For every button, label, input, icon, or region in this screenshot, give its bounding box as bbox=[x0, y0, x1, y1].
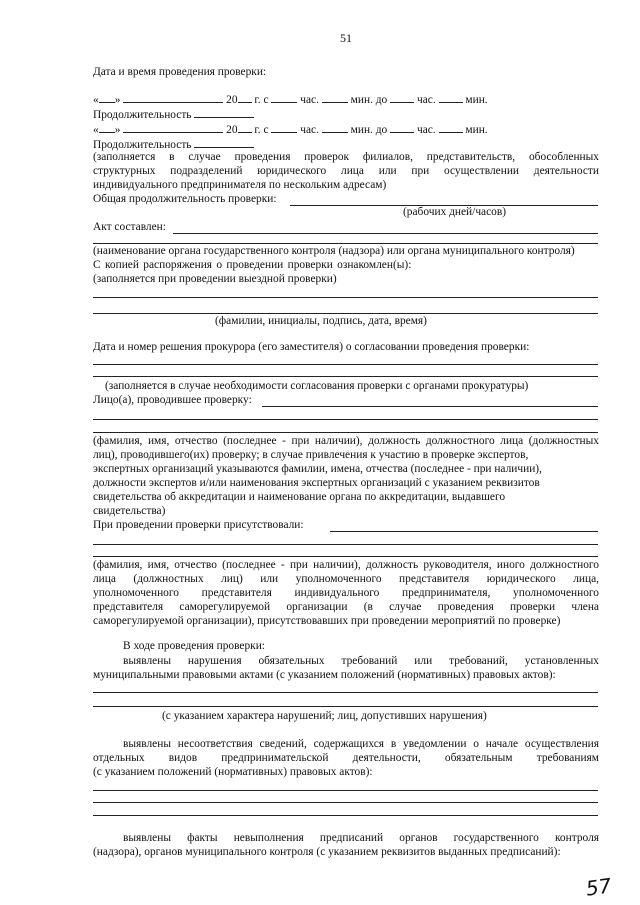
onsite-hint: (заполняется при проведении выездной проверки) bbox=[93, 273, 337, 285]
inspector-field-3[interactable] bbox=[93, 432, 598, 433]
year-blank[interactable] bbox=[238, 92, 252, 103]
inspector-label: Лицо(а), проводившее проверку: bbox=[93, 394, 252, 406]
act-compiled-field[interactable] bbox=[173, 233, 598, 234]
nonfulfillment-line-1: выявлены факты невыполнения предписаний органов государственного контроля bbox=[123, 832, 599, 844]
duration-blank-1[interactable] bbox=[194, 107, 254, 118]
violations-line-1: выявлены нарушения обязательных требований или требований, установленных bbox=[123, 655, 599, 667]
violations-field-2[interactable] bbox=[93, 706, 598, 707]
violations-hint: (с указанием характера нарушений; лиц, допустивших нарушения) bbox=[162, 710, 487, 722]
order-copy-label: С копией распоряжения о проведении проверки ознакомлен(ы): bbox=[93, 259, 412, 271]
minute-from-blank-2[interactable] bbox=[322, 122, 348, 133]
duration-label-2: Продолжительность bbox=[93, 137, 254, 152]
handwritten-page-number: 57 bbox=[584, 873, 613, 901]
nonfulfillment-line-2: (надзора), органов муниципального контроля (с указанием реквизитов выданных предписаний): bbox=[93, 846, 561, 858]
inspector-hint-line-4: должности экспертов и/или наименования экспертных организаций с указанием реквизитов bbox=[93, 477, 540, 489]
inspector-hint-line-3: экспертных организаций указываются фамилии, имена, отчества (последнее - при наличии), bbox=[93, 463, 542, 475]
mismatch-line-1: выявлены несоответствия сведений, содержащихся в уведомлении о начале осуществления bbox=[123, 738, 599, 750]
work-days-hint: (рабочих дней/часов) bbox=[403, 206, 507, 218]
present-field-2[interactable] bbox=[93, 544, 598, 545]
hour-from-blank-2[interactable] bbox=[271, 122, 297, 133]
branches-note-line-3: индивидуального предпринимателя по нескольким адресам) bbox=[93, 179, 387, 191]
inspector-hint-line-5: свидетельства об аккредитации и наименование органа по аккредитации, выдавшего bbox=[93, 491, 506, 503]
order-copy-field-1[interactable] bbox=[93, 297, 598, 298]
act-compiled-field-2[interactable] bbox=[93, 243, 598, 244]
prosecutor-hint: (заполняется в случае необходимости согласования проверки с органами прокуратуры) bbox=[105, 380, 529, 392]
signature-hint: (фамилии, инициалы, подпись, дата, время) bbox=[215, 315, 427, 327]
prosecutor-field-1[interactable] bbox=[93, 364, 598, 365]
mismatch-field-3[interactable] bbox=[93, 815, 598, 816]
branches-note-line-1: (заполняется в случае проведения проверок филиалов, представительств, обособленных bbox=[93, 151, 599, 163]
minute-from-blank[interactable] bbox=[322, 92, 348, 103]
present-hint-line-3: уполномоченного представителя индивидуального предпринимателя, уполномоченного bbox=[93, 587, 599, 599]
inspector-hint-line-2: лиц), проводившего(их) проверку; в случае привлечения к участию в проверке экспертов, bbox=[93, 449, 529, 461]
date-row-1: « » 20 г. с час. мин. до час. мин. bbox=[93, 94, 488, 106]
month-blank-2[interactable] bbox=[123, 122, 223, 133]
inspector-hint-line-6: свидетельства) bbox=[93, 505, 166, 517]
present-label: При проведении проверки присутствовали: bbox=[93, 519, 304, 531]
present-hint-line-4: представителя саморегулируемой организации (в случае проведения проверки члена bbox=[93, 601, 599, 613]
minute-to-blank[interactable] bbox=[439, 92, 463, 103]
hour-to-blank[interactable] bbox=[390, 92, 414, 103]
mismatch-line-3: (с указанием положений (нормативных) правовых актов): bbox=[93, 766, 373, 778]
authority-hint: (наименование органа государственного контроля (надзора) или органа муниципального контроля) bbox=[93, 245, 575, 257]
duration-label-1: Продолжительность bbox=[93, 107, 254, 122]
date-row-2: « » 20 г. с час. мин. до час. мин. bbox=[93, 124, 488, 136]
inspector-hint-line-1: (фамилия, имя, отчество (последнее - при наличии), должность должностного лица (должностных bbox=[93, 435, 599, 447]
present-hint-line-1: (фамилия, имя, отчество (последнее - при наличии), должность руководителя, иного должностного bbox=[93, 559, 599, 571]
order-copy-field-2[interactable] bbox=[93, 313, 598, 314]
prosecutor-field-2[interactable] bbox=[93, 376, 598, 377]
year-blank-2[interactable] bbox=[238, 122, 252, 133]
total-duration-label: Общая продолжительность проверки: bbox=[93, 193, 277, 205]
duration-blank-2[interactable] bbox=[194, 137, 254, 148]
violations-field-1[interactable] bbox=[93, 692, 598, 693]
inspector-field-2[interactable] bbox=[93, 419, 598, 420]
minute-to-blank-2[interactable] bbox=[439, 122, 463, 133]
act-compiled-label: Акт составлен: bbox=[93, 221, 166, 233]
hour-from-blank[interactable] bbox=[271, 92, 297, 103]
page-number: 51 bbox=[340, 31, 352, 45]
present-hint-line-5: саморегулируемой организации), присутствовавших при проведении мероприятий по проверке) bbox=[93, 615, 561, 627]
present-field[interactable] bbox=[330, 531, 598, 532]
during-inspection-label: В ходе проведения проверки: bbox=[123, 640, 265, 652]
day-blank[interactable] bbox=[99, 92, 115, 103]
day-blank-2[interactable] bbox=[99, 122, 115, 133]
mismatch-field-2[interactable] bbox=[93, 802, 598, 803]
month-blank[interactable] bbox=[123, 92, 223, 103]
present-hint-line-2: лица (должностных лиц) или уполномоченного представителя юридического лица, bbox=[93, 573, 599, 585]
inspector-field[interactable] bbox=[262, 406, 598, 407]
prosecutor-decision-label: Дата и номер решения прокурора (его заместителя) о согласовании проведения проверки: bbox=[93, 341, 530, 353]
present-field-3[interactable] bbox=[93, 556, 598, 557]
branches-note-line-2: структурных подразделений юридического лица или при осуществлении деятельности bbox=[93, 165, 599, 177]
inspection-datetime-label: Дата и время проведения проверки: bbox=[93, 66, 267, 78]
hour-to-blank-2[interactable] bbox=[390, 122, 414, 133]
violations-line-2: муниципальными правовыми актами (с указанием положений (нормативных) правовых актов): bbox=[93, 669, 556, 681]
mismatch-line-2: отдельных видов предпринимательской деятельности, обязательным требованиям bbox=[93, 752, 599, 764]
mismatch-field-1[interactable] bbox=[93, 790, 598, 791]
